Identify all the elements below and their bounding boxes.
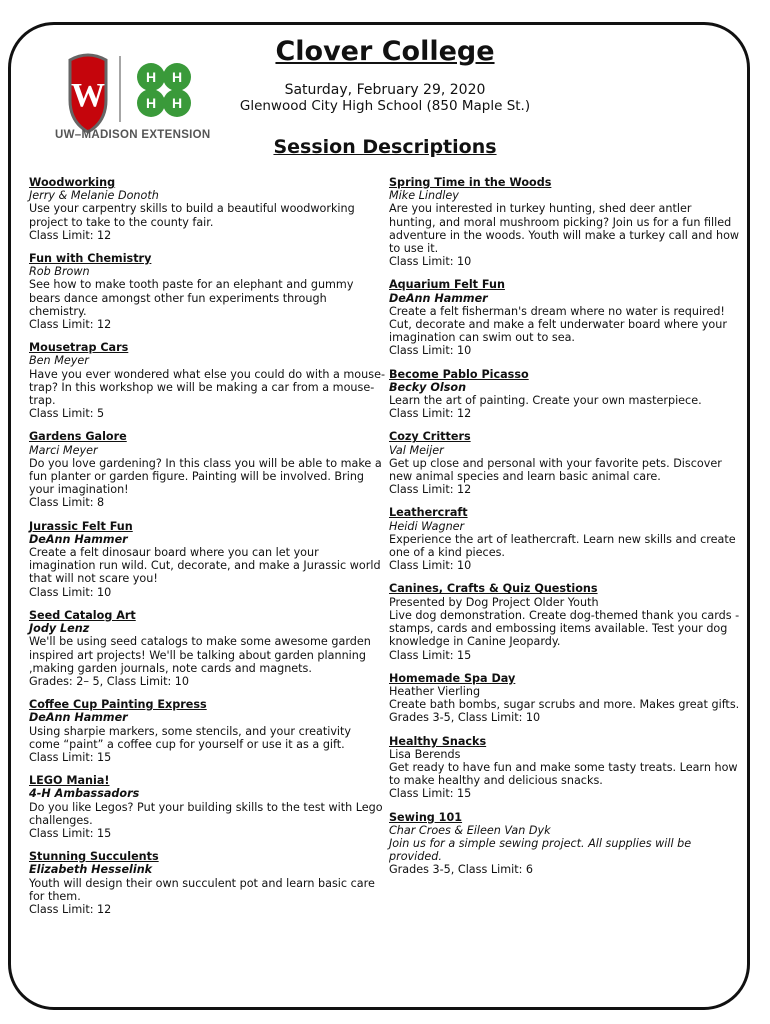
session-presenter: Rob Brown: [29, 265, 90, 279]
session-description: Youth will design their own succulent pot and learn basic care for them.: [29, 876, 375, 903]
session-name: Woodworking: [29, 176, 116, 189]
session-limit: Grades 3-5, Class Limit: 10: [389, 711, 541, 725]
session-block: [389, 278, 741, 357]
session-description: Get up close and personal with your favorite pets. Discover new animal species and learn basic animal care.: [389, 456, 722, 484]
session-block: [389, 430, 741, 496]
session-name: Stunning Succulents: [29, 850, 159, 864]
session-name: Coffee Cup Painting Express: [29, 698, 207, 712]
session-limit: Class Limit: 15: [389, 648, 472, 662]
svg-text:H: H: [145, 69, 157, 85]
session-name: Mousetrap Cars: [29, 341, 129, 355]
session-name: Spring Time in the Woods: [389, 176, 552, 189]
session-block: [389, 672, 741, 725]
session-presenter: Lisa Berends: [389, 747, 461, 761]
session-block: [29, 698, 385, 764]
session-block: [29, 609, 385, 688]
session-limit: Class Limit: 12: [29, 318, 112, 332]
session-name: Homemade Spa Day: [389, 671, 516, 685]
event-date: Saturday, February 29, 2020: [284, 82, 486, 98]
session-limit: Grades: 2– 5, Class Limit: 10: [29, 674, 190, 688]
session-block: [389, 735, 741, 801]
session-limit: Class Limit: 10: [389, 255, 472, 269]
session-name: Jurassic Felt Fun: [29, 519, 133, 533]
session-description: Using sharpie markers, some stencils, and your creativity come “paint” a coffee cup for yourself or use it as a gift.: [29, 724, 352, 751]
session-description: Get ready to have fun and make some tasty treats. Learn how to make healthy and delicious snacks.: [389, 760, 738, 788]
session-presenter: Ben Meyer: [29, 354, 89, 368]
session-presenter: DeAnn Hammer: [389, 291, 488, 305]
session-block: [389, 506, 741, 572]
session-block: [29, 850, 385, 916]
session-limit: Class Limit: 15: [389, 787, 472, 801]
session-block: [29, 176, 385, 242]
session-name: Sewing 101: [389, 810, 463, 824]
session-name: Healthy Snacks: [389, 734, 487, 748]
logo-text: UW–MADISON EXTENSION: [55, 129, 211, 141]
session-presenter: Char Croes & Eileen Van Dyk: [389, 823, 551, 837]
session-limit: Class Limit: 12: [389, 483, 472, 497]
session-name: Fun with Chemistry: [29, 252, 152, 266]
session-block: [29, 341, 385, 420]
session-limit: Class Limit: 10: [389, 344, 472, 358]
session-block: [389, 811, 741, 877]
session-presenter: 4-H Ambassadors: [29, 787, 140, 801]
session-limit: Class Limit: 10: [389, 559, 472, 573]
session-block: [29, 430, 385, 509]
session-presenter: DeAnn Hammer: [29, 532, 128, 546]
session-block: [389, 176, 741, 268]
session-block: [29, 252, 385, 331]
session-presenter: Presented by Dog Project Older Youth: [389, 595, 599, 609]
session-limit: Class Limit: 10: [29, 585, 112, 599]
svg-text:H: H: [145, 95, 157, 111]
session-description: Have you ever wondered what else you could do with a mouse-trap? In this workshop we will be making a car from a mouse-trap.: [29, 367, 385, 408]
session-presenter: Marci Meyer: [29, 443, 98, 457]
session-description: Join us for a simple sewing project. All supplies will be provided.: [389, 836, 692, 864]
session-presenter: DeAnn Hammer: [29, 711, 128, 725]
session-description: Experience the art of leathercraft. Learn new skills and create one of a kind pieces.: [389, 532, 736, 560]
session-description: Use your carpentry skills to build a beautiful woodworking project to take to the county fair.: [29, 202, 355, 229]
session-presenter: Becky Olson: [389, 380, 467, 394]
session-name: Leathercraft: [389, 506, 468, 520]
session-name: Gardens Galore: [29, 430, 127, 444]
session-limit: Class Limit: 5: [29, 407, 105, 421]
right-column: [389, 176, 741, 887]
session-limit: Class Limit: 8: [29, 496, 105, 510]
session-presenter: Jerry & Melanie Donoth: [29, 189, 159, 203]
session-name: LEGO Mania!: [29, 774, 110, 788]
session-limit: Class Limit: 12: [29, 228, 112, 242]
session-name: Become Pablo Picasso: [389, 367, 529, 381]
session-block: [29, 774, 385, 840]
session-presenter: Jody Lenz: [29, 622, 90, 636]
session-name: Aquarium Felt Fun: [389, 278, 505, 292]
session-presenter: Mike Lindley: [389, 189, 459, 203]
session-description: Create bath bombs, sugar scrubs and more. Makes great gifts.: [389, 698, 740, 712]
session-limit: Class Limit: 15: [29, 826, 112, 840]
session-description: Live dog demonstration. Create dog-themed thank you cards - stamps, cards and embossing items available. Test your dog knowledge in Canine Jeopardy.: [389, 608, 740, 649]
session-block: [29, 520, 385, 599]
left-column: [29, 176, 385, 926]
section-title: Session Descriptions: [273, 136, 497, 158]
session-presenter: Val Meijer: [389, 443, 444, 457]
session-description: Learn the art of painting. Create your own masterpiece.: [389, 394, 702, 408]
session-description: Create a felt fisherman's dream where no water is required! Cut, decorate and make a felt underwater board where your imagination can swim out to sea.: [389, 304, 727, 345]
session-description: Are you interested in turkey hunting, shed deer antler hunting, and moral mushroom picking? Join us for a fun filled adventure in the woods. Youth will make a turkey call and how to use it.: [389, 202, 740, 256]
session-description: See how to make tooth paste for an elephant and gummy bears dance amongst other fun experiments through chemistry.: [29, 278, 354, 318]
session-name: Seed Catalog Art: [29, 608, 136, 622]
session-limit: Grades 3-5, Class Limit: 6: [389, 863, 534, 877]
event-location: Glenwood City High School (850 Maple St.): [239, 98, 531, 114]
session-presenter: Heidi Wagner: [389, 519, 465, 533]
session-limit: Class Limit: 15: [29, 750, 112, 764]
svg-text:W: W: [71, 77, 105, 114]
svg-text:H: H: [171, 69, 183, 85]
session-presenter: Heather Vierling: [389, 684, 481, 698]
page-title: Clover College: [275, 36, 495, 67]
session-limit: Class Limit: 12: [389, 407, 472, 421]
session-name: Cozy Critters: [389, 430, 471, 444]
session-limit: Class Limit: 12: [29, 902, 112, 916]
session-description: Create a felt dinosaur board where you can let your imagination run wild. Cut, decorate, and make a Jurassic world that will not scare you!: [29, 546, 381, 586]
session-presenter: Elizabeth Hesselink: [29, 863, 153, 877]
session-description: Do you love gardening? In this class you will be able to make a fun planter or garden figure. Painting will be involved. Bring your imagination!: [29, 456, 382, 497]
session-block: [389, 368, 741, 421]
session-description: We'll be using seed catalogs to make some awesome garden inspired art projects! We'll be talking about garden planning ,making garden journals, note cards and magnets.: [29, 635, 371, 675]
svg-text:H: H: [171, 95, 183, 111]
session-name: Canines, Crafts & Quiz Questions: [389, 582, 598, 596]
session-description: Do you like Legos? Put your building skills to the test with Lego challenges.: [29, 800, 383, 827]
session-block: [389, 582, 741, 661]
